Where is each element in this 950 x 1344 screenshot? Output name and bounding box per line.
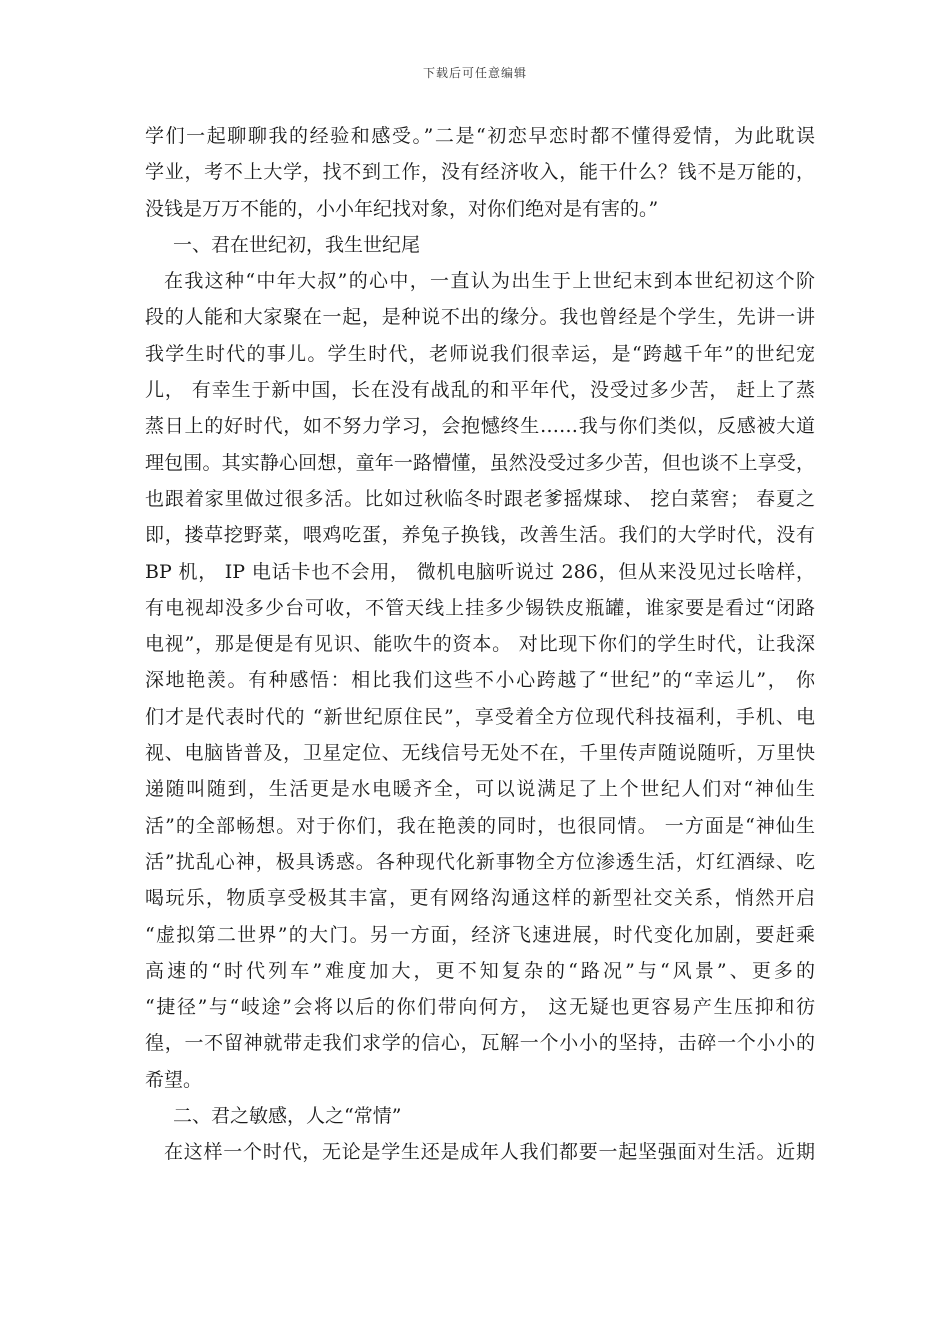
text-line: 高速的“时代列车”难度加大，更不知复杂的“路况”与“风景”、更多的 [145, 959, 815, 982]
text-line: 在这样一个时代，无论是学生还是成年人我们都要一起坚强面对生活。近期 [164, 1141, 815, 1164]
text-line: 电视”，那是便是有见识、能吹牛的资本。 对比现下你们的学生时代，让我深 [145, 633, 815, 656]
text-line: 也跟着家里做过很多活。比如过秋临冬时跟老爹摇煤球、 挖白菜窖； 春夏之 [145, 487, 815, 510]
text-line: 没钱是万万不能的，小小年纪找对象，对你们绝对是有害的。” [145, 197, 659, 220]
text-line: 视、电脑皆普及，卫星定位、无线信号无处不在，千里传声随说随听，万里快 [145, 742, 815, 765]
text-line: “捷径”与“岐途”会将以后的你们带向何方， 这无疑也更容易产生压抑和彷 [145, 996, 815, 1019]
text-line: 徨，一不留神就带走我们求学的信心，瓦解一个小小的坚持，击碎一个小小的 [145, 1032, 815, 1055]
text-line: 一、君在世纪初，我生世纪尾 [173, 233, 421, 256]
text-line: 活”扰乱心神，极具诱惑。各种现代化新事物全方位渗透生活，灯红酒绿、吃 [145, 850, 815, 873]
text-line: 即，搂草挖野菜，喂鸡吃蛋，养兔子换钱，改善生活。我们的大学时代，没有 [145, 524, 815, 547]
text-line: 学业，考不上大学，找不到工作，没有经济收入，能干什么？钱不是万能的， [145, 161, 815, 184]
text-line: 我学生时代的事儿。学生时代，老师说我们很幸运，是“跨越千年”的世纪宠 [145, 342, 815, 365]
text-line: 二、君之敏感，人之“常情” [173, 1105, 402, 1128]
text-line: “虚拟第二世界”的大门。另一方面，经济飞速进展，时代变化加剧，要赶乘 [145, 923, 815, 946]
text-line: 学们一起聊聊我的经验和感受。”二是“初恋早恋时都不懂得爱情，为此耽误 [145, 125, 815, 147]
text-line: 理包围。其实静心回想，童年一路懵懂，虽然没受过多少苦，但也谈不上享受， [145, 451, 815, 474]
text-line: BP 机， IP 电话卡也不会用， 微机电脑听说过 286，但从来没见过长啥样， [145, 560, 815, 583]
text-line: 有电视却没多少台可收，不管天线上挂多少锡铁皮瓶罐，谁家要是看过“闭路 [145, 596, 815, 619]
page-header: 下载后可任意编辑 [422, 66, 527, 80]
text-line: 在我这种“中年大叔”的心中，一直认为出生于上世纪末到本世纪初这个阶 [164, 270, 815, 293]
text-line: 们才是代表时代的 “新世纪原住民”，享受着全方位现代科技福利，手机、电 [145, 705, 815, 728]
text-line: 喝玩乐，物质享受极其丰富，更有网络沟通这样的新型社交关系，悄然开启 [145, 887, 815, 910]
text-line: 深地艳羡。有种感悟：相比我们这些不小心跨越了“世纪”的“幸运儿”， 你 [145, 669, 815, 692]
text-line: 活”的全部畅想。对于你们，我在艳羡的同时，也很同情。 一方面是“神仙生 [145, 814, 815, 837]
text-line: 蒸日上的好时代，如不努力学习，会抱憾终生……我与你们类似，反感被大道 [145, 415, 815, 438]
document-body [145, 118, 815, 1171]
text-line: 递随叫随到，生活更是水电暖齐全，可以说满足了上个世纪人们对“神仙生 [145, 778, 815, 801]
text-line: 段的人能和大家聚在一起，是种说不出的缘分。我也曾经是个学生，先讲一讲 [145, 306, 815, 329]
text-line: 希望。 [145, 1068, 203, 1091]
text-line: 儿， 有幸生于新中国，长在没有战乱的和平年代，没受过多少苦， 赶上了蒸 [145, 379, 815, 402]
